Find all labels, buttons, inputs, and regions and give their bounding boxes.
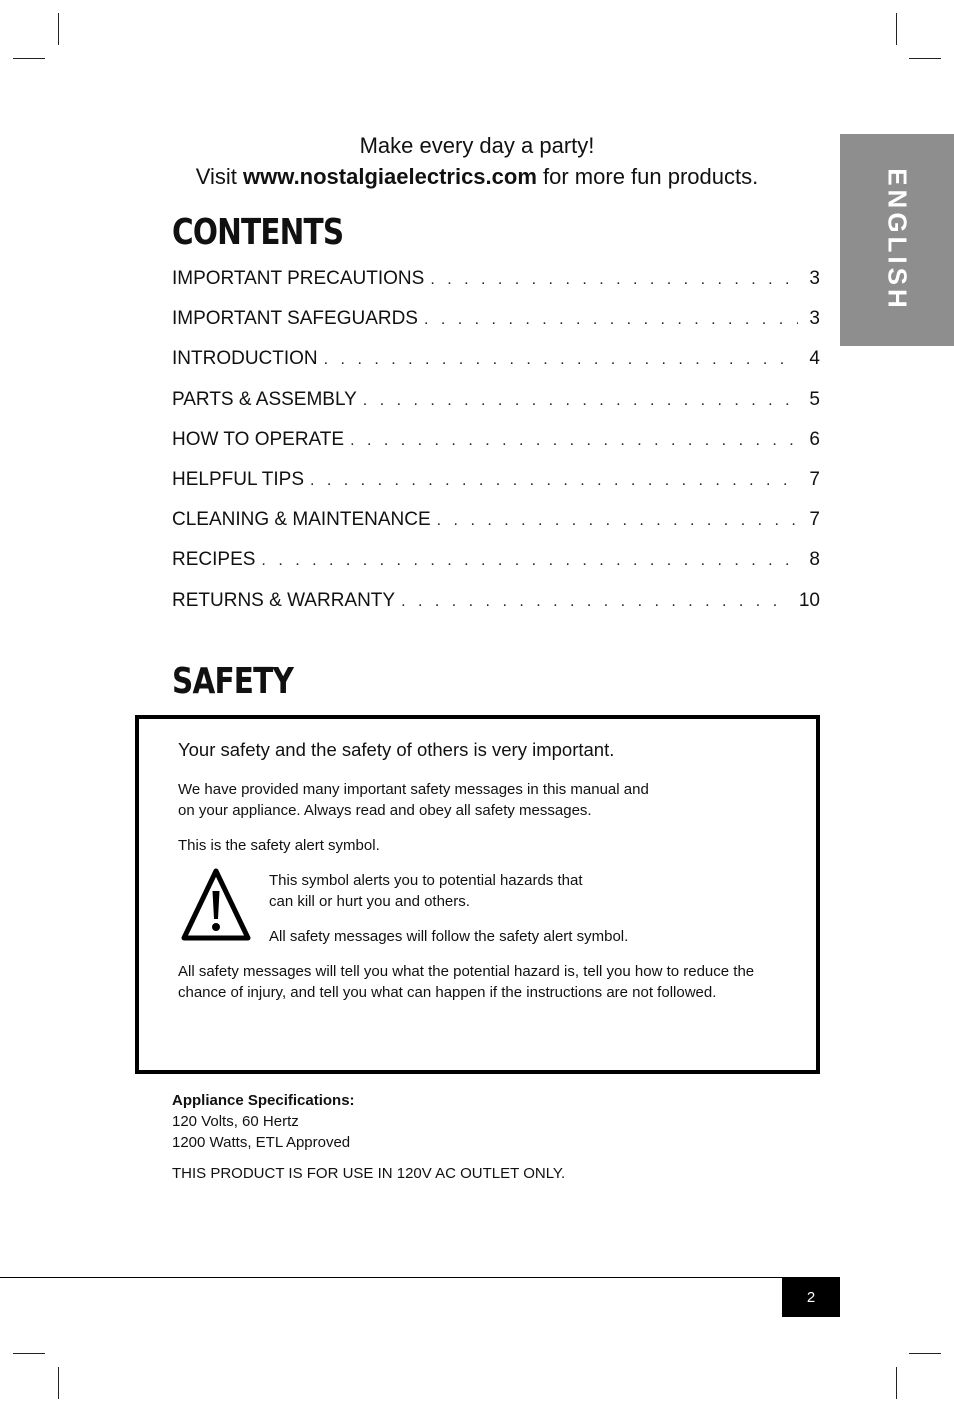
specs-title: Appliance Specifications:: [172, 1092, 355, 1109]
toc-leader-dots: [350, 432, 798, 450]
safety-p1-line1: We have provided many important safety messages in this manual and: [178, 781, 649, 798]
toc-entry-label: HOW TO OPERATE: [172, 428, 345, 450]
toc-leader-dots: [310, 472, 798, 490]
toc-entry-label: INTRODUCTION: [172, 348, 318, 370]
crop-mark: [58, 1367, 59, 1399]
toc-entry-label: RECIPES: [172, 549, 256, 571]
safety-box: [135, 715, 820, 1074]
crop-mark: [909, 1353, 941, 1354]
tagline: [150, 130, 804, 192]
table-of-contents: [172, 268, 820, 630]
safety-alert-note: This is the safety alert symbol.: [178, 837, 380, 854]
safety-symbol-description: [269, 870, 583, 912]
crop-mark: [896, 1367, 897, 1399]
safety-p5-line1: All safety messages will tell you what the potential hazard is, tell you how to reduce the: [178, 963, 755, 980]
toc-entry-label: RETURNS & WARRANTY: [172, 589, 396, 611]
toc-entry-page: 10: [798, 589, 820, 611]
website-link[interactable]: www.nostalgiaelectrics.com: [243, 164, 537, 189]
warning-triangle-icon: [181, 867, 251, 943]
toc-entry-page: 5: [809, 388, 820, 410]
toc-entry[interactable]: [172, 590, 820, 630]
appliance-specifications: [172, 1090, 355, 1153]
specs-voltage: 120 Volts, 60 Hertz: [172, 1113, 299, 1130]
toc-entry[interactable]: [172, 469, 820, 509]
language-tab: [840, 134, 954, 346]
toc-entry-page: 3: [809, 268, 820, 289]
toc-entry-page: 8: [809, 549, 820, 571]
safety-paragraph: [178, 779, 649, 821]
tagline-line1: Make every day a party!: [359, 133, 595, 158]
toc-entry[interactable]: [172, 308, 820, 348]
crop-mark: [13, 1353, 45, 1354]
toc-leader-dots: [261, 552, 798, 570]
safety-p1-line2: on your appliance. Always read and obey all safety messages.: [178, 802, 592, 819]
toc-entry[interactable]: [172, 268, 820, 308]
toc-entry-page: 3: [809, 308, 820, 330]
toc-entry[interactable]: [172, 429, 820, 469]
toc-entry[interactable]: [172, 348, 820, 388]
tagline-rest: for more fun products.: [543, 164, 759, 189]
toc-entry-label: PARTS & ASSEMBLY: [172, 388, 357, 410]
crop-mark: [13, 58, 45, 59]
tagline-visit: Visit: [195, 164, 237, 189]
toc-entry-label: HELPFUL TIPS: [172, 468, 304, 490]
contents-heading: CONTENTS: [172, 212, 344, 253]
toc-entry[interactable]: [172, 549, 820, 589]
toc-leader-dots: [437, 512, 798, 530]
toc-entry[interactable]: [172, 389, 820, 429]
safety-p3-line2: can kill or hurt you and others.: [269, 893, 470, 910]
tagline-line2: [150, 161, 804, 192]
toc-leader-dots: [324, 351, 798, 369]
toc-entry-page: 6: [809, 428, 820, 450]
toc-leader-dots: [424, 311, 798, 329]
safety-hazard-explanation: [178, 961, 754, 1003]
crop-mark: [58, 13, 59, 45]
toc-leader-dots: [430, 271, 798, 289]
toc-leader-dots: [401, 593, 791, 611]
toc-entry-page: 7: [809, 509, 820, 531]
safety-intro: Your safety and the safety of others is very important.: [178, 739, 615, 760]
page-number: 2: [782, 1278, 840, 1317]
toc-leader-dots: [363, 392, 798, 410]
crop-mark: [896, 13, 897, 45]
specs-wattage: 1200 Watts, ETL Approved: [172, 1134, 351, 1151]
toc-entry-label: CLEANING & MAINTENANCE: [172, 509, 431, 531]
language-tab-label: ENGLISH: [882, 168, 913, 312]
crop-mark: [909, 58, 941, 59]
safety-p3-line1: This symbol alerts you to potential hazards that: [269, 872, 583, 889]
toc-entry-label: IMPORTANT PRECAUTIONS: [172, 268, 425, 289]
toc-entry-page: 7: [809, 468, 820, 490]
safety-p5-line2: chance of injury, and tell you what can happen if the instructions are not followed.: [178, 984, 717, 1001]
safety-heading: SAFETY: [172, 661, 294, 702]
safety-follow-note: All safety messages will follow the safety alert symbol.: [269, 928, 629, 945]
toc-entry-label: IMPORTANT SAFEGUARDS: [172, 308, 418, 330]
outlet-note: THIS PRODUCT IS FOR USE IN 120V AC OUTLET ONLY.: [172, 1165, 566, 1182]
footer-rule: [0, 1277, 840, 1278]
toc-entry-page: 4: [809, 348, 820, 370]
toc-entry[interactable]: [172, 509, 820, 549]
